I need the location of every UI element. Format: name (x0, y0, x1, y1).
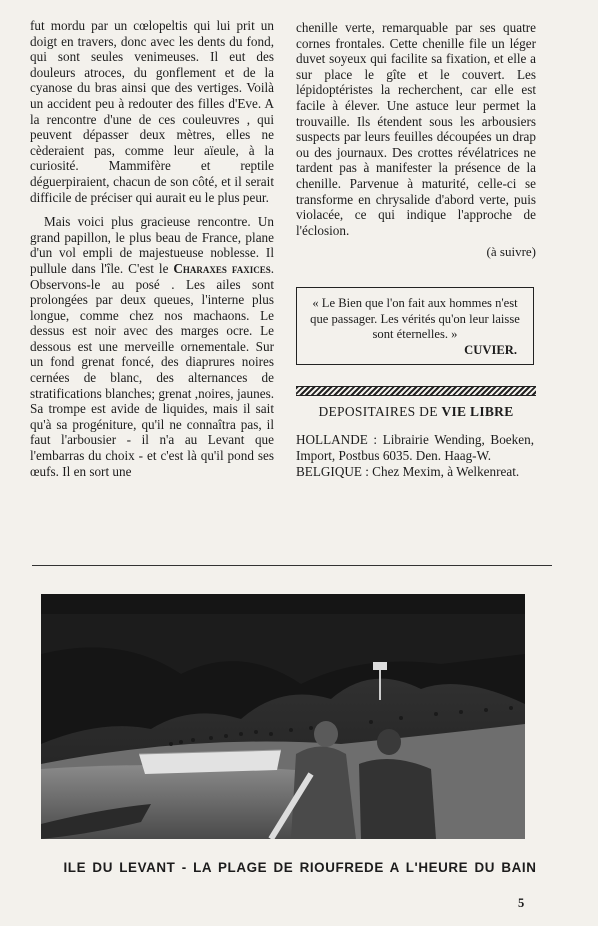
depositaire-hollande: HOLLANDE : Librairie Wending, Boeken, Import, Postbus 6035. Den. Haag-W. (296, 432, 534, 463)
photo-image (41, 594, 525, 839)
horizontal-rule (32, 565, 552, 566)
decorative-divider (296, 386, 536, 396)
left-column (30, 18, 274, 479)
depositaires-title: DEPOSITAIRES DE VIE LIBRE (318, 404, 514, 419)
quote-text: « Le Bien que l'on fait aux hommes n'est que passager. Les vérités qu'on leur laisse sont éternelles. » (310, 296, 520, 342)
paragraph: fut mordu par un cœlopeltis qui lui prit un doigt en travers, donc avec les dents du fond, qui sont seules venimeuses. Il eut des douleurs atroces, du gonflement et de la cyanose du bras ainsi que des vertiges. Voilà un accident peu à redouter des filles d'Eve. A la rencontre d'une de ces couleuvres , qui peuvent dépasser deux mètres, elles ne cèderaient pas, comme leur aïeule, à la curiosité. Mammifère et reptile déguerpiraient, chacun de son côté, et il serait difficile de préciser qui aurait eu le plus peur. (30, 18, 274, 205)
paragraph: Mais voici plus gracieuse rencontre. Un grand papillon, le plus beau de France, plane d'un vol empli de majestueuse noblesse. Il pullule dans l'île. C'est le Charaxes faxices. Observons-le au posé . Les ailes sont prolongées par deux queues, l'interne plus longue, comme chez nos machaons. Le dessus est noir avec des marges ocre. Le dessous est une merveille ornementale. Sur un fond grenat foncé, des diaprures noires cernées de blanc, des alternances de stratifications blanches; grenat ,noires, jaunes. Sa trompe est avide de liquides, mais il sait qu'à sa progéniture, qu'il ne connaîtra pas, il faut l'arbousier - il n'a au Levant que l'embarras du choix - et c'est là qu'il pond ses œufs. Il en sort une (30, 214, 275, 479)
depositaires-list (296, 432, 534, 480)
continued-note: (à suivre) (486, 244, 536, 260)
quote-box (296, 287, 534, 365)
quote-author: CUVIER. (464, 342, 517, 357)
right-column (296, 20, 536, 260)
species-name: Charaxes faxices (173, 260, 271, 276)
beach-photo (41, 594, 525, 839)
page-number: 5 (518, 896, 525, 910)
magazine-name: VIE LIBRE (441, 404, 514, 419)
photo-caption: ILE DU LEVANT - LA PLAGE DE RIOUFREDE A L'HEURE DU BAIN (63, 860, 537, 875)
depositaire-belgique: BELGIQUE : Chez Mexim, à Welkenreat. (296, 464, 520, 479)
paragraph: chenille verte, remarquable par ses quatre cornes frontales. Cette chenille file un léger duvet soyeux qui facilite sa fixation, et elle a sur place le gîte et le couvert. Les lépidoptéristes la recherchent, car elle est facile à élever. Une astuce leur permet la trouvaille. Ils étendent sous les arbousiers suspects par leurs feuilles découpées un drap ou des journaux. Des crottes révélatrices ne tardent pas à manifester la présence de la chenille. Parvenue à maturité, celle-ci se transforme en chrysalide d'abord verte, puis violacée, ce qui indique l'approche de l'éclosion. (296, 20, 536, 238)
